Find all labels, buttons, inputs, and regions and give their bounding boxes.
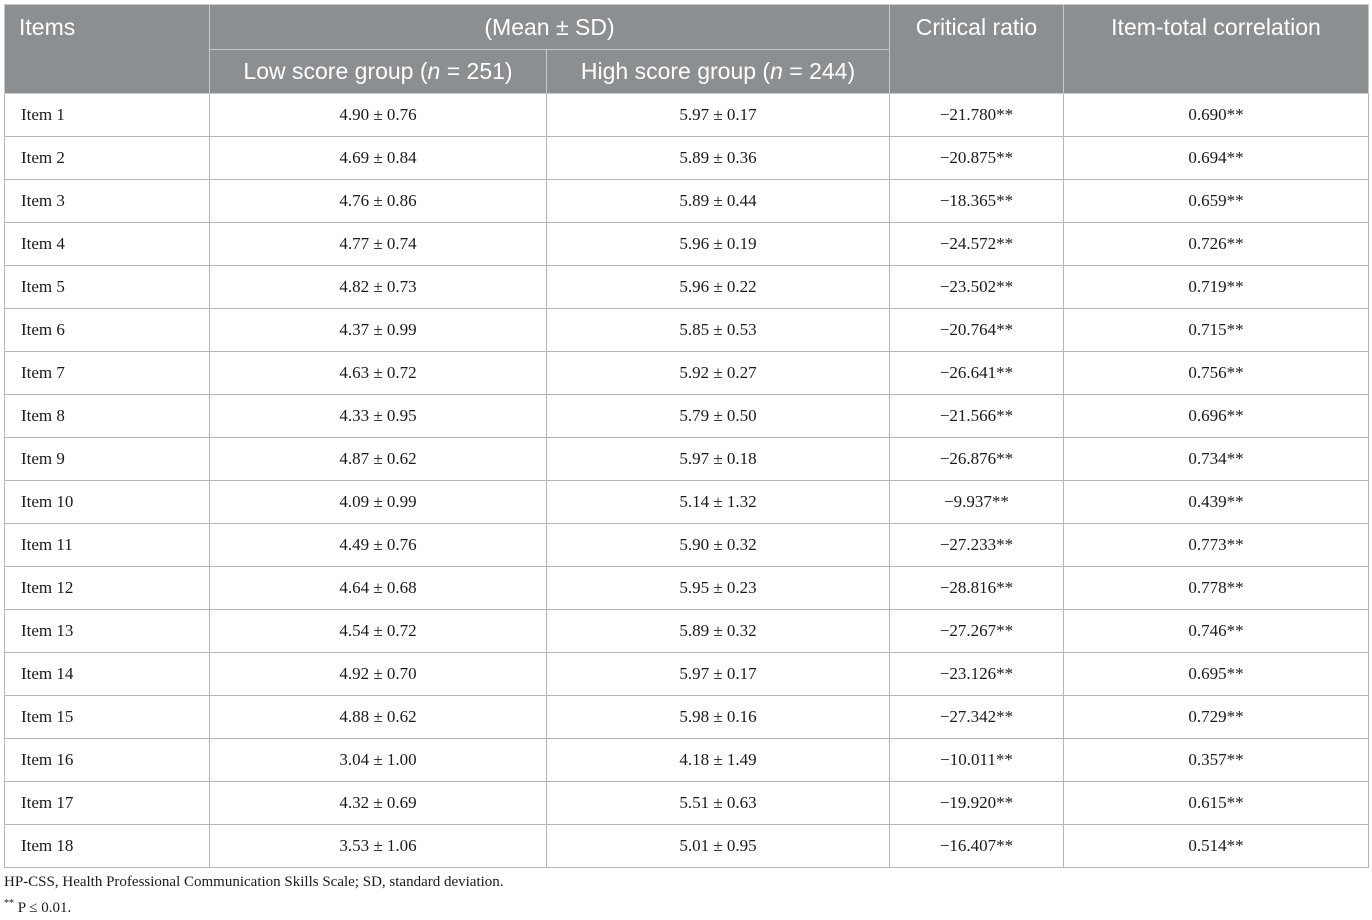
low-score-cell: 4.69 ± 0.84 bbox=[210, 137, 547, 180]
critical-ratio-cell: −27.267** bbox=[890, 610, 1064, 653]
high-score-cell: 5.96 ± 0.22 bbox=[547, 266, 890, 309]
high-score-cell: 5.89 ± 0.36 bbox=[547, 137, 890, 180]
high-score-cell: 5.98 ± 0.16 bbox=[547, 696, 890, 739]
critical-ratio-cell: −27.342** bbox=[890, 696, 1064, 739]
low-score-cell: 4.54 ± 0.72 bbox=[210, 610, 547, 653]
table-row bbox=[5, 309, 1369, 352]
header-low-prefix: Low score group ( bbox=[243, 58, 428, 84]
table-body bbox=[5, 94, 1369, 868]
table-row bbox=[5, 223, 1369, 266]
item-cell: Item 11 bbox=[5, 524, 210, 567]
critical-ratio-cell: −24.572** bbox=[890, 223, 1064, 266]
low-score-cell: 4.33 ± 0.95 bbox=[210, 395, 547, 438]
footnote-significance bbox=[4, 898, 71, 917]
item-cell: Item 17 bbox=[5, 782, 210, 825]
item-total-correlation-cell: 0.615** bbox=[1064, 782, 1369, 825]
critical-ratio-cell: −27.233** bbox=[890, 524, 1064, 567]
table-row bbox=[5, 352, 1369, 395]
critical-ratio-cell: −19.920** bbox=[890, 782, 1064, 825]
header-low-n: n bbox=[427, 58, 441, 84]
high-score-cell: 5.97 ± 0.18 bbox=[547, 438, 890, 481]
high-score-cell: 5.95 ± 0.23 bbox=[547, 567, 890, 610]
critical-ratio-cell: −18.365** bbox=[890, 180, 1064, 223]
item-total-correlation-cell: 0.778** bbox=[1064, 567, 1369, 610]
critical-ratio-cell: −23.126** bbox=[890, 653, 1064, 696]
item-cell: Item 15 bbox=[5, 696, 210, 739]
high-score-cell: 5.90 ± 0.32 bbox=[547, 524, 890, 567]
item-cell: Item 6 bbox=[5, 309, 210, 352]
item-total-correlation-cell: 0.659** bbox=[1064, 180, 1369, 223]
table-header bbox=[5, 5, 1369, 94]
table-row bbox=[5, 782, 1369, 825]
high-score-cell: 5.97 ± 0.17 bbox=[547, 94, 890, 137]
critical-ratio-cell: −20.875** bbox=[890, 137, 1064, 180]
low-score-cell: 4.76 ± 0.86 bbox=[210, 180, 547, 223]
item-total-correlation-cell: 0.696** bbox=[1064, 395, 1369, 438]
item-total-correlation-cell: 0.439** bbox=[1064, 481, 1369, 524]
high-score-cell: 5.79 ± 0.50 bbox=[547, 395, 890, 438]
item-total-correlation-cell: 0.514** bbox=[1064, 825, 1369, 868]
critical-ratio-cell: −23.502** bbox=[890, 266, 1064, 309]
critical-ratio-cell: −9.937** bbox=[890, 481, 1064, 524]
high-score-cell: 4.18 ± 1.49 bbox=[547, 739, 890, 782]
high-score-cell: 5.14 ± 1.32 bbox=[547, 481, 890, 524]
high-score-cell: 5.85 ± 0.53 bbox=[547, 309, 890, 352]
low-score-cell: 4.09 ± 0.99 bbox=[210, 481, 547, 524]
header-items: Items bbox=[5, 5, 210, 94]
item-total-correlation-cell: 0.729** bbox=[1064, 696, 1369, 739]
item-total-correlation-cell: 0.726** bbox=[1064, 223, 1369, 266]
header-critical-ratio: Critical ratio bbox=[890, 5, 1064, 94]
item-cell: Item 18 bbox=[5, 825, 210, 868]
results-table-container bbox=[4, 4, 1368, 868]
item-total-correlation-cell: 0.773** bbox=[1064, 524, 1369, 567]
item-analysis-table bbox=[4, 4, 1369, 868]
critical-ratio-cell: −26.641** bbox=[890, 352, 1064, 395]
header-mean-sd: (Mean ± SD) bbox=[210, 5, 890, 50]
item-cell: Item 2 bbox=[5, 137, 210, 180]
table-row bbox=[5, 610, 1369, 653]
low-score-cell: 4.88 ± 0.62 bbox=[210, 696, 547, 739]
high-score-cell: 5.92 ± 0.27 bbox=[547, 352, 890, 395]
table-row bbox=[5, 137, 1369, 180]
table-row bbox=[5, 395, 1369, 438]
footnote-significance-text: P ≤ 0.01. bbox=[14, 900, 72, 916]
footnote-significance-mark: ** bbox=[4, 898, 14, 909]
low-score-cell: 4.63 ± 0.72 bbox=[210, 352, 547, 395]
high-score-cell: 5.51 ± 0.63 bbox=[547, 782, 890, 825]
item-total-correlation-cell: 0.746** bbox=[1064, 610, 1369, 653]
table-row bbox=[5, 438, 1369, 481]
low-score-cell: 3.53 ± 1.06 bbox=[210, 825, 547, 868]
low-score-cell: 4.77 ± 0.74 bbox=[210, 223, 547, 266]
header-high-prefix: High score group ( bbox=[580, 58, 771, 84]
item-cell: Item 5 bbox=[5, 266, 210, 309]
low-score-cell: 4.64 ± 0.68 bbox=[210, 567, 547, 610]
table-row bbox=[5, 481, 1369, 524]
item-cell: Item 4 bbox=[5, 223, 210, 266]
high-score-cell: 5.97 ± 0.17 bbox=[547, 653, 890, 696]
high-score-cell: 5.89 ± 0.44 bbox=[547, 180, 890, 223]
footnote-abbreviations: HP-CSS, Health Professional Communication Skills Scale; SD, standard deviation. bbox=[4, 874, 504, 890]
item-cell: Item 12 bbox=[5, 567, 210, 610]
item-cell: Item 16 bbox=[5, 739, 210, 782]
item-cell: Item 8 bbox=[5, 395, 210, 438]
item-total-correlation-cell: 0.734** bbox=[1064, 438, 1369, 481]
low-score-cell: 4.82 ± 0.73 bbox=[210, 266, 547, 309]
critical-ratio-cell: −26.876** bbox=[890, 438, 1064, 481]
item-total-correlation-cell: 0.719** bbox=[1064, 266, 1369, 309]
header-low-score-group bbox=[210, 50, 547, 94]
item-total-correlation-cell: 0.756** bbox=[1064, 352, 1369, 395]
table-row bbox=[5, 266, 1369, 309]
item-total-correlation-cell: 0.695** bbox=[1064, 653, 1369, 696]
critical-ratio-cell: −21.780** bbox=[890, 94, 1064, 137]
high-score-cell: 5.96 ± 0.19 bbox=[547, 223, 890, 266]
table-row bbox=[5, 653, 1369, 696]
header-item-total-correlation: Item-total correlation bbox=[1064, 5, 1369, 94]
header-high-suffix: = 244) bbox=[782, 58, 856, 84]
critical-ratio-cell: −21.566** bbox=[890, 395, 1064, 438]
item-total-correlation-cell: 0.715** bbox=[1064, 309, 1369, 352]
item-total-correlation-cell: 0.694** bbox=[1064, 137, 1369, 180]
low-score-cell: 4.90 ± 0.76 bbox=[210, 94, 547, 137]
low-score-cell: 4.32 ± 0.69 bbox=[210, 782, 547, 825]
table-row bbox=[5, 524, 1369, 567]
item-cell: Item 3 bbox=[5, 180, 210, 223]
low-score-cell: 4.87 ± 0.62 bbox=[210, 438, 547, 481]
item-cell: Item 7 bbox=[5, 352, 210, 395]
item-cell: Item 9 bbox=[5, 438, 210, 481]
header-high-score-group bbox=[547, 50, 890, 94]
table-row bbox=[5, 739, 1369, 782]
item-cell: Item 14 bbox=[5, 653, 210, 696]
item-total-correlation-cell: 0.357** bbox=[1064, 739, 1369, 782]
table-row bbox=[5, 696, 1369, 739]
item-cell: Item 10 bbox=[5, 481, 210, 524]
table-row bbox=[5, 94, 1369, 137]
header-low-suffix: = 251) bbox=[440, 58, 513, 84]
item-total-correlation-cell: 0.690** bbox=[1064, 94, 1369, 137]
table-row bbox=[5, 180, 1369, 223]
item-cell: Item 1 bbox=[5, 94, 210, 137]
item-cell: Item 13 bbox=[5, 610, 210, 653]
critical-ratio-cell: −16.407** bbox=[890, 825, 1064, 868]
header-high-n: n bbox=[770, 58, 783, 84]
critical-ratio-cell: −28.816** bbox=[890, 567, 1064, 610]
low-score-cell: 4.49 ± 0.76 bbox=[210, 524, 547, 567]
low-score-cell: 4.92 ± 0.70 bbox=[210, 653, 547, 696]
high-score-cell: 5.01 ± 0.95 bbox=[547, 825, 890, 868]
critical-ratio-cell: −10.011** bbox=[890, 739, 1064, 782]
table-row bbox=[5, 825, 1369, 868]
table-row bbox=[5, 567, 1369, 610]
high-score-cell: 5.89 ± 0.32 bbox=[547, 610, 890, 653]
low-score-cell: 4.37 ± 0.99 bbox=[210, 309, 547, 352]
low-score-cell: 3.04 ± 1.00 bbox=[210, 739, 547, 782]
critical-ratio-cell: −20.764** bbox=[890, 309, 1064, 352]
